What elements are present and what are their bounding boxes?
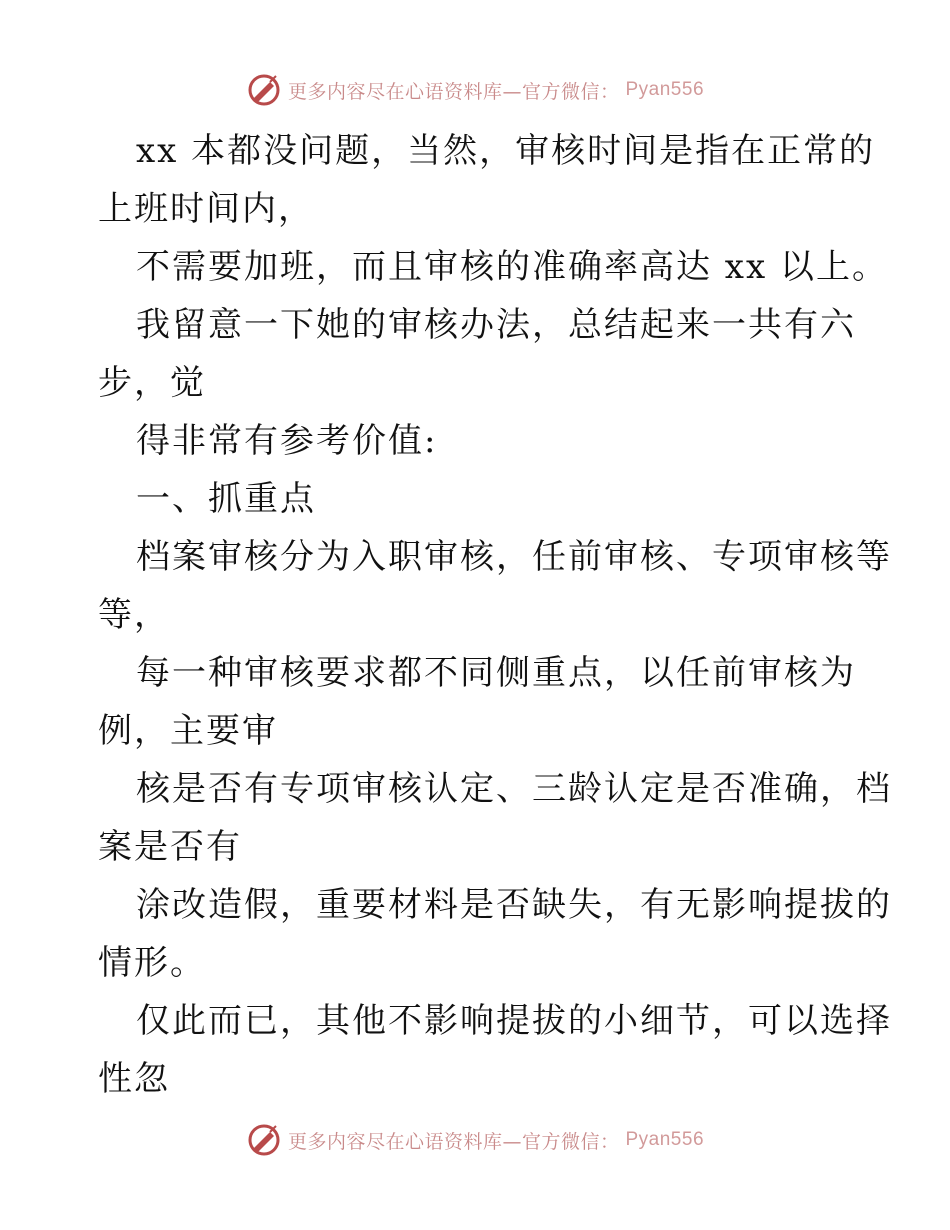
text-line: 仅此而已，其他不影响提拔的小细节，可以选择 <box>136 1001 892 1041</box>
document-body <box>98 122 892 1108</box>
pen-circle-logo-icon <box>246 1122 282 1158</box>
watermark-wechat-id: Pyan556 <box>625 79 705 100</box>
section-heading: 一、抓重点 <box>136 479 316 519</box>
text-line: 性忽 <box>98 1059 170 1099</box>
text-line: 档案审核分为入职审核，任前审核、专项审核等 <box>136 537 892 577</box>
header-watermark <box>0 70 950 110</box>
watermark-wechat-id: Pyan556 <box>625 1129 705 1150</box>
text-line: 上班时间内， <box>98 189 314 229</box>
text-line: 涂改造假，重要材料是否缺失，有无影响提拔的 <box>136 885 892 925</box>
text-line: 例，主要审 <box>98 711 278 751</box>
pen-circle-logo-icon <box>246 72 282 108</box>
watermark-text: 更多内容尽在心语资料库—官方微信： <box>287 1130 620 1153</box>
text-line: 我留意一下她的审核办法，总结起来一共有六 <box>136 305 856 345</box>
watermark-text: 更多内容尽在心语资料库—官方微信： <box>287 80 620 103</box>
text-line: 等， <box>98 595 170 635</box>
text-line: xx 本都没问题，当然，审核时间是指在正常的 <box>136 131 876 171</box>
text-line: 步，觉 <box>98 363 206 403</box>
text-line: 情形。 <box>98 943 206 983</box>
footer-watermark <box>0 1120 950 1160</box>
text-line: 案是否有 <box>98 827 242 867</box>
text-line: 不需要加班，而且审核的准确率高达 xx 以上。 <box>136 247 888 287</box>
text-line: 核是否有专项审核认定、三龄认定是否准确，档 <box>136 769 892 809</box>
text-line: 每一种审核要求都不同侧重点，以任前审核为 <box>136 653 856 693</box>
text-line: 得非常有参考价值: <box>136 421 438 461</box>
